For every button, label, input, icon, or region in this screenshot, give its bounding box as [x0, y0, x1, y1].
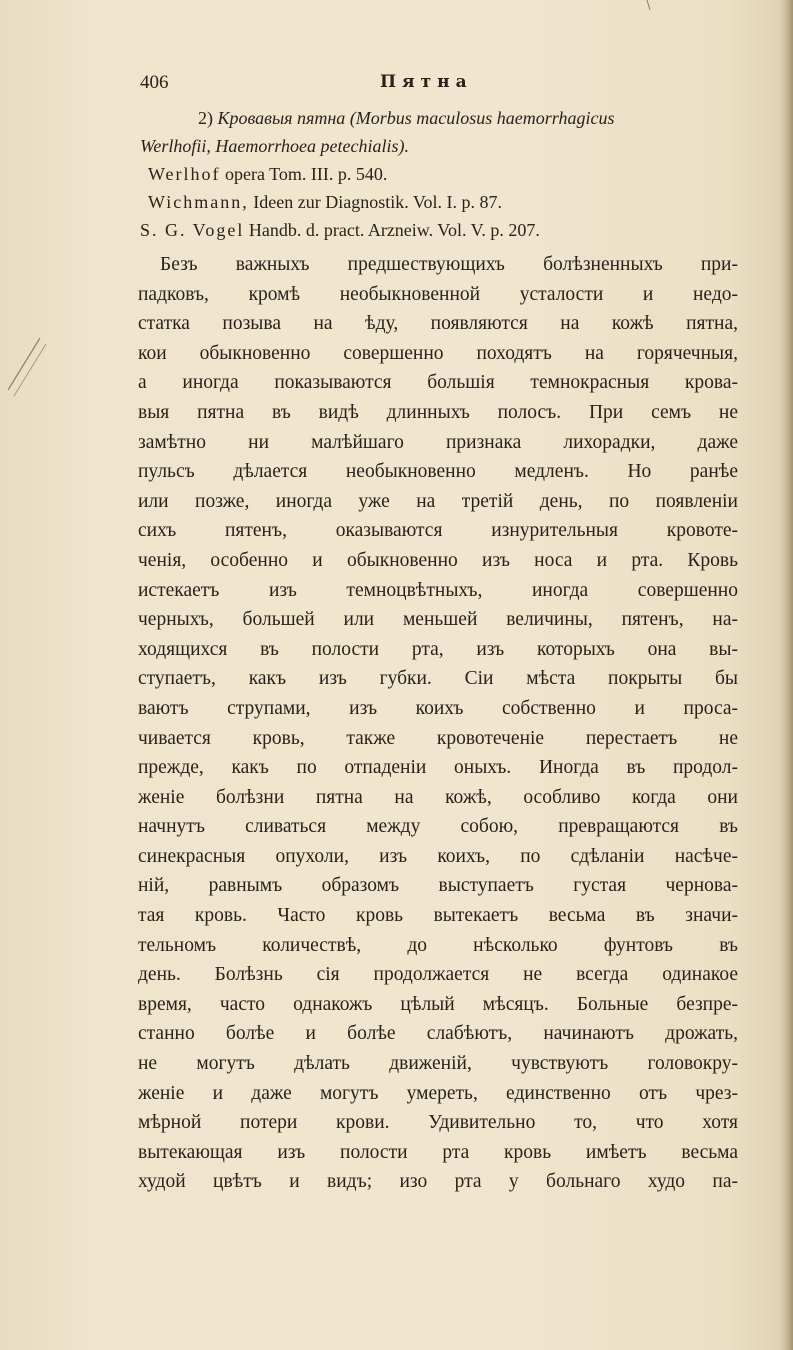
heading-russian: Кровавыя пятна: [217, 108, 346, 128]
body-line: черныхъ, большей или меньшей величины, пятенъ, на-: [138, 609, 738, 631]
section-heading-line-1: [140, 104, 740, 132]
section-heading-line-2: Werlhofii, Haemorrhoea petechialis).: [140, 136, 409, 156]
body-line: начнутъ сливаться между собою, превращаются въ: [138, 816, 738, 838]
body-line: ваютъ струпами, изъ коихъ собственно и проса-: [138, 697, 738, 719]
body-line: худой цвѣтъ и видъ; изо рта у больнаго худо па-: [138, 1171, 738, 1193]
body-line: падковъ, кромѣ необыкновенной усталости и недо-: [138, 283, 738, 305]
reference-vogel: [140, 216, 740, 244]
reference-text: Handb. d. pract. Arzneiw. Vol. V. p. 207.: [248, 220, 540, 240]
body-line: ходящихся въ полости рта, изъ которыхъ она вы-: [138, 638, 738, 660]
margin-pencil-mark: [0, 330, 60, 400]
body-line: синекрасныя опухоли, изъ коихъ, по сдѣланіи насѣче-: [138, 845, 738, 867]
body-line: тельномъ количествѣ, до нѣсколько фунтовъ въ: [138, 934, 738, 956]
body-line: истекаетъ изъ темноцвѣтныхъ, иногда совершенно: [138, 579, 738, 601]
body-line: время, часто однакожъ цѣлый мѣсяцъ. Больные безпре-: [138, 993, 738, 1015]
reference-author: Wichmann,: [148, 192, 249, 212]
body-line: пульсъ дѣлается необыкновенно медленъ. Но ранѣе: [138, 461, 738, 483]
body-line: выя пятна въ видѣ длинныхъ полосъ. При семъ не: [138, 401, 738, 423]
body-line: ступаетъ, какъ изъ губки. Сіи мѣста покрыты бы: [138, 668, 738, 690]
heading-latin-part-1: (Morbus maculosus haemorrhagicus: [349, 108, 615, 128]
page-edge-shadow: [779, 0, 793, 1350]
body-line: ній, равнымъ образомъ выступаетъ густая чернова-: [138, 875, 738, 897]
body-paragraph: [138, 250, 738, 1197]
running-title: Пятна: [380, 72, 473, 92]
page-header: [140, 72, 730, 100]
body-line: тая кровь. Часто кровь вытекаетъ весьма въ значи-: [138, 905, 738, 927]
heading-number: 2): [198, 108, 213, 128]
body-line: чивается кровь, также кровотеченіе перестаетъ не: [138, 727, 738, 749]
reference-werlhof: [140, 160, 740, 188]
body-line: сихъ пятенъ, оказываются изнурительныя кровоте-: [138, 520, 738, 542]
body-line: женіе и даже могутъ умереть, единственно отъ чрез-: [138, 1082, 738, 1104]
body-line: женіе болѣзни пятна на кожѣ, особливо когда они: [138, 786, 738, 808]
body-line: прежде, какъ по отпаденіи оныхъ. Иногда въ продол-: [138, 757, 738, 779]
body-line: станно болѣе и болѣе слабѣютъ, начинаютъ дрожать,: [138, 1023, 738, 1045]
reference-text: Ideen zur Diagnostik. Vol. I. p. 87.: [253, 192, 503, 212]
section-heading-block: [140, 104, 740, 244]
body-line: кои обыкновенно совершенно походятъ на горячечныя,: [138, 342, 738, 364]
body-line: Безъ важныхъ предшествующихъ болѣзненныхъ при-: [160, 254, 738, 275]
body-line: не могутъ дѣлать движеній, чувствуютъ головокру-: [138, 1053, 738, 1075]
reference-text: opera Tom. III. p. 540.: [225, 164, 388, 184]
body-line: а иногда показываются большія темнокрасныя крова-: [138, 372, 738, 394]
reference-author: Werlhof: [148, 164, 221, 184]
body-line: замѣтно ни малѣйшаго признака лихорадки, даже: [138, 431, 738, 453]
body-line: день. Болѣзнь сія продолжается не всегда одинакое: [138, 964, 738, 986]
reference-wichmann: [140, 188, 740, 216]
page-number: 406: [140, 72, 169, 93]
top-margin-mark: [644, 0, 654, 10]
body-line: ченія, особенно и обыкновенно изъ носа и рта. Кровь: [138, 549, 738, 571]
body-line: статка позыва на ѣду, появляются на кожѣ пятна,: [138, 313, 738, 335]
reference-author: S. G. Vogel: [140, 220, 245, 240]
body-line: вытекающая изъ полости рта кровь имѣетъ весьма: [138, 1141, 738, 1163]
body-line: или позже, иногда уже на третій день, по появленіи: [138, 490, 738, 512]
body-line: мѣрной потери крови. Удивительно то, что хотя: [138, 1112, 738, 1134]
